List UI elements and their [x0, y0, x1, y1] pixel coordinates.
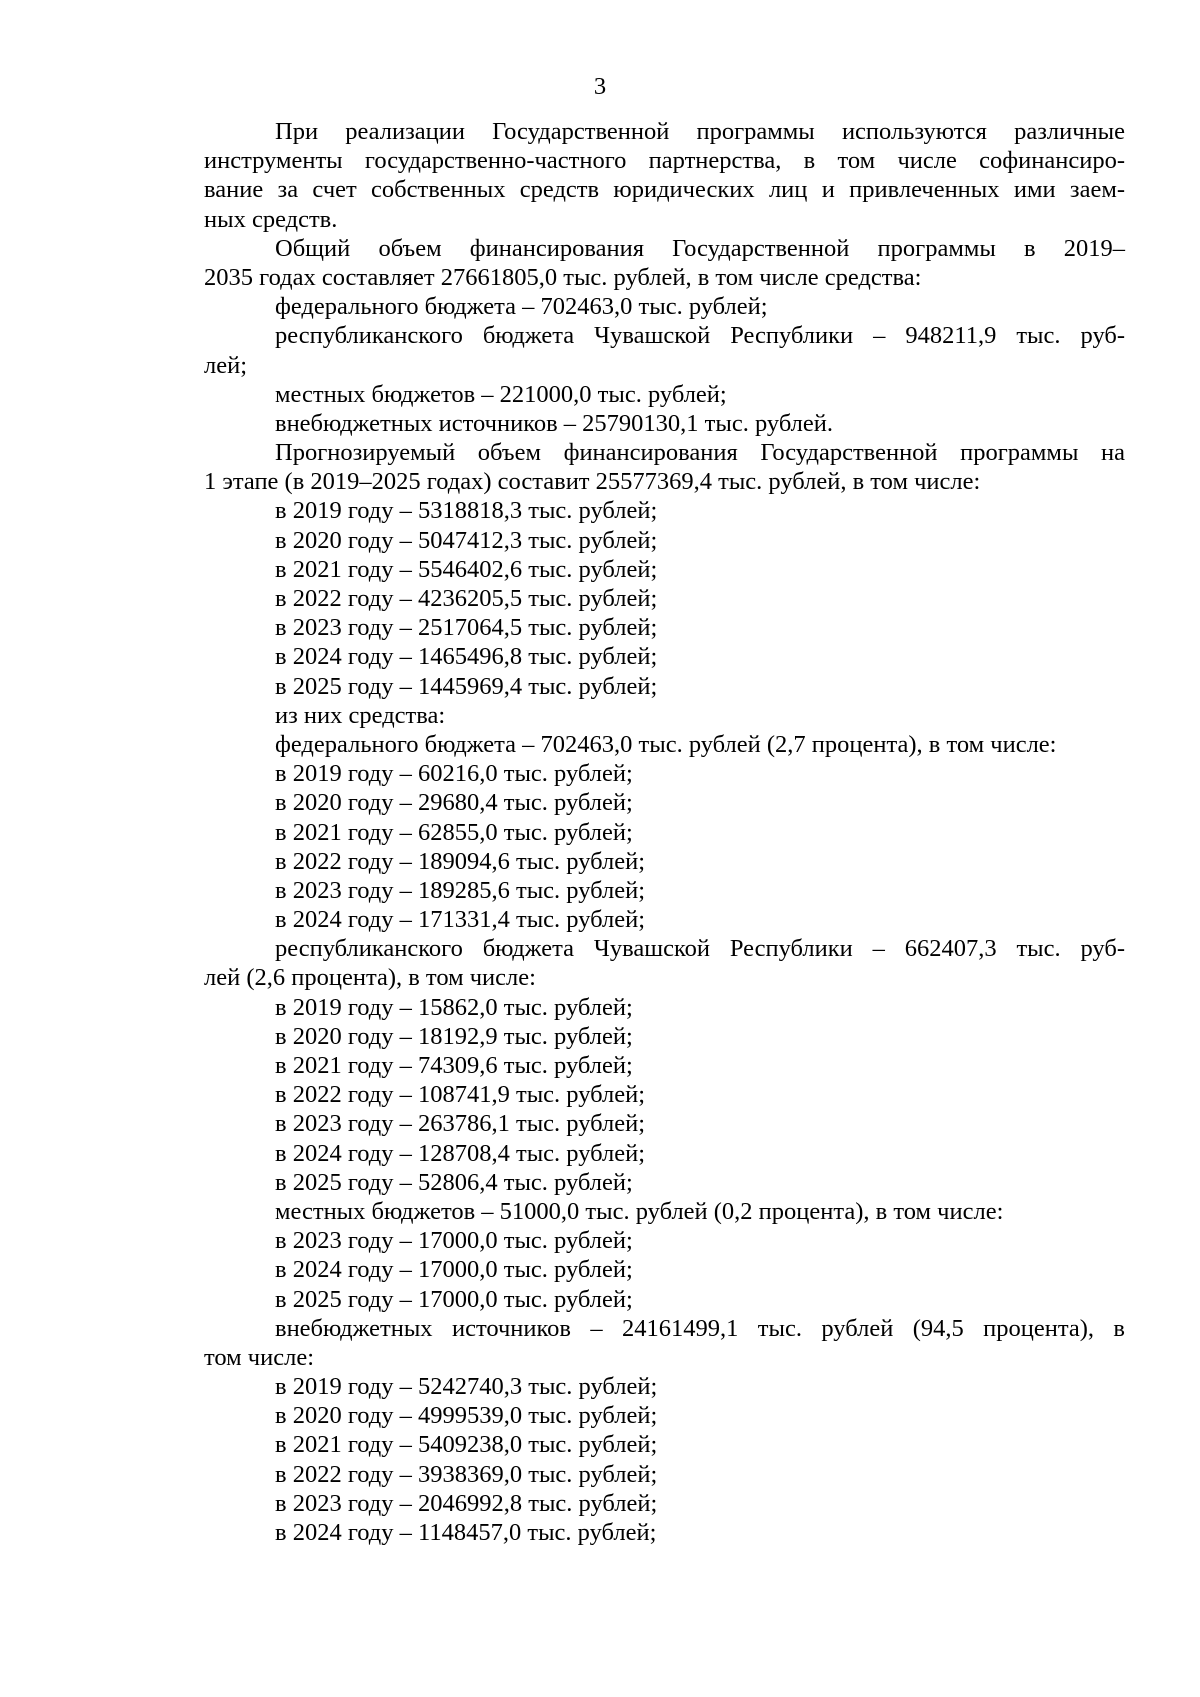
text-line: в 2019 году – 60216,0 тыс. рублей;: [275, 760, 633, 788]
text-line: местных бюджетов – 51000,0 тыс. рублей (0,2 процента), в том числе:: [275, 1197, 1004, 1225]
text-line: лей;: [204, 351, 248, 379]
text-line: 1 этапе (в 2019–2025 годах) составит 25577369,4 тыс. рублей, в том числе:: [204, 468, 981, 496]
text-line: в 2022 году – 108741,9 тыс. рублей;: [275, 1081, 646, 1109]
text-line: в 2023 году – 189285,6 тыс. рублей;: [275, 876, 646, 904]
text-line: Прогнозируемый объем финансирования Государственной программы на: [275, 439, 1125, 467]
text-line: в 2021 году – 74309,6 тыс. рублей;: [275, 1052, 633, 1079]
text-line: федерального бюджета – 702463,0 тыс. рублей (2,7 процента), в том числе:: [275, 730, 1057, 758]
text-line: При реализации Государственной программы используются различные: [275, 118, 1125, 145]
text-line: в 2021 году – 62855,0 тыс. рублей;: [275, 818, 633, 846]
text-line: в 2021 году – 5546402,6 тыс. рублей;: [275, 555, 658, 583]
text-line: ных средств.: [204, 205, 338, 233]
text-line: федерального бюджета – 702463,0 тыс. рублей;: [275, 293, 768, 321]
text-line: внебюджетных источников – 25790130,1 тыс. рублей.: [275, 409, 834, 437]
text-line: в 2023 году – 2517064,5 тыс. рублей;: [275, 614, 658, 642]
text-line: в 2025 году – 1445969,4 тыс. рублей;: [275, 672, 658, 700]
text-line: инструменты государственно-частного партнерства, в том числе софинансиро-: [204, 147, 1125, 175]
text-line: в 2024 году – 128708,4 тыс. рублей;: [275, 1139, 646, 1167]
text-line: в 2024 году – 1148457,0 тыс. рублей;: [275, 1519, 657, 1546]
text-line: в 2023 году – 2046992,8 тыс. рублей;: [275, 1489, 658, 1517]
text-line: республиканского бюджета Чувашской Республики – 662407,3 тыс. руб-: [275, 935, 1125, 963]
text-line: местных бюджетов – 221000,0 тыс. рублей;: [275, 380, 727, 408]
text-line: республиканского бюджета Чувашской Республики – 948211,9 тыс. руб-: [275, 322, 1125, 350]
text-line: вание за счет собственных средств юридических лиц и привлеченных ими заем-: [204, 176, 1125, 204]
text-line: в 2020 году – 18192,9 тыс. рублей;: [275, 1022, 633, 1050]
text-line: в 2022 году – 189094,6 тыс. рублей;: [275, 847, 646, 875]
document-body: [204, 117, 1125, 1547]
text-line: из них средства:: [275, 701, 446, 729]
text-line: внебюджетных источников – 24161499,1 тыс. рублей (94,5 процента), в: [275, 1314, 1125, 1342]
text-line: в 2019 году – 5318818,3 тыс. рублей;: [275, 497, 658, 525]
text-line: в 2021 году – 5409238,0 тыс. рублей;: [275, 1431, 658, 1459]
text-line: лей (2,6 процента), в том числе:: [204, 964, 536, 992]
text-line: в 2024 году – 1465496,8 тыс. рублей;: [275, 643, 658, 671]
text-line: в 2022 году – 3938369,0 тыс. рублей;: [275, 1460, 658, 1488]
text-line: Общий объем финансирования Государственной программы в 2019–: [275, 234, 1125, 262]
text-line: в 2023 году – 17000,0 тыс. рублей;: [275, 1227, 633, 1255]
text-line: в 2024 году – 17000,0 тыс. рублей;: [275, 1256, 633, 1284]
text-line: в 2020 году – 4999539,0 тыс. рублей;: [275, 1402, 658, 1430]
text-line: в 2024 году – 171331,4 тыс. рублей;: [275, 906, 646, 934]
text-line: 2035 годах составляет 27661805,0 тыс. рублей, в том числе средства:: [204, 263, 922, 291]
text-line: в 2019 году – 5242740,3 тыс. рублей;: [275, 1373, 658, 1401]
text-line: том числе:: [204, 1343, 315, 1371]
page-number: 3: [593, 73, 607, 100]
text-line: в 2022 году – 4236205,5 тыс. рублей;: [275, 585, 658, 612]
text-line: в 2020 году – 5047412,3 тыс. рублей;: [275, 526, 658, 554]
text-line: в 2020 году – 29680,4 тыс. рублей;: [275, 789, 633, 817]
text-line: в 2025 году – 52806,4 тыс. рублей;: [275, 1168, 633, 1196]
text-line: в 2023 году – 263786,1 тыс. рублей;: [275, 1110, 646, 1138]
text-line: в 2019 году – 15862,0 тыс. рублей;: [275, 993, 633, 1021]
text-line: в 2025 году – 17000,0 тыс. рублей;: [275, 1285, 633, 1313]
